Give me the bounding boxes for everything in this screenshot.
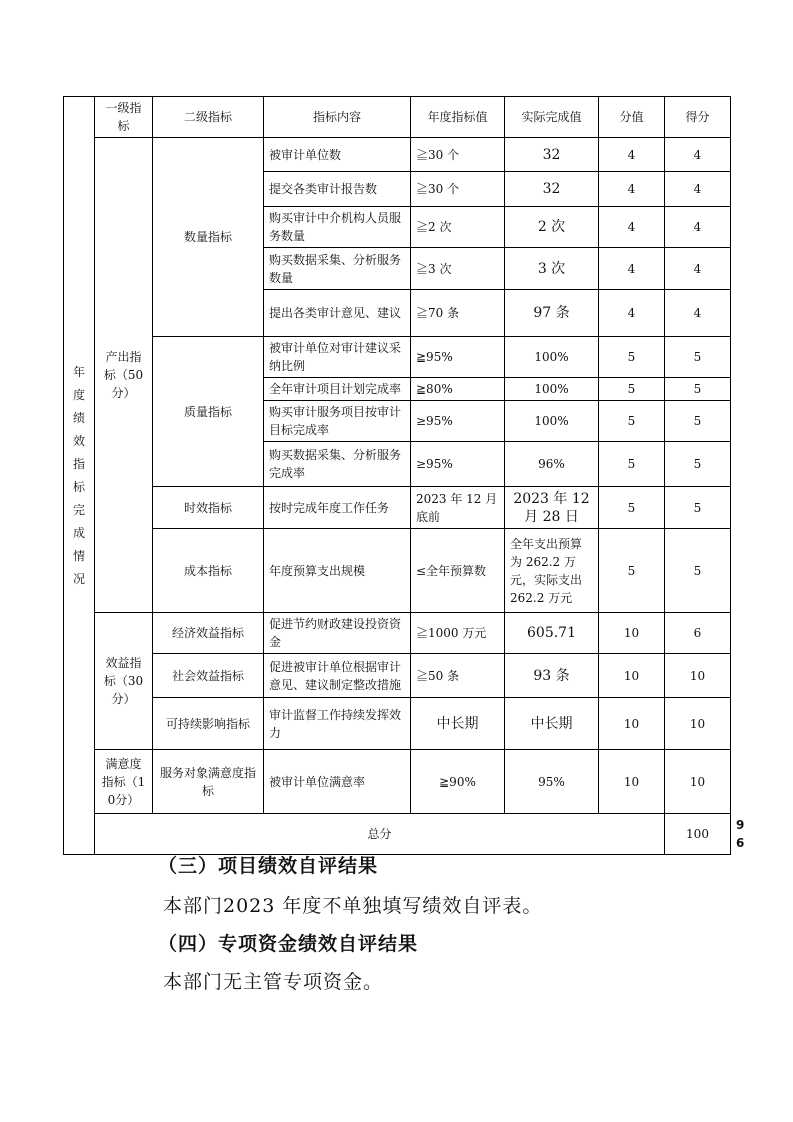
row-target: ≤全年预算数 bbox=[411, 529, 505, 613]
row-content: 购买审计服务项目按审计目标完成率 bbox=[264, 401, 411, 442]
sub-social: 社会效益指标 bbox=[153, 654, 264, 698]
sub-quantity: 数量指标 bbox=[153, 138, 264, 337]
row-target: 中长期 bbox=[411, 698, 505, 750]
header-got: 得分 bbox=[665, 97, 731, 138]
row-target: ≧30 个 bbox=[411, 138, 505, 172]
section-paragraph-4: 本部门无主管专项资金。 bbox=[163, 971, 384, 993]
row-score: 10 bbox=[599, 654, 665, 698]
row-actual: 100% bbox=[505, 401, 599, 442]
row-score: 5 bbox=[599, 337, 665, 378]
row-content: 年度预算支出规模 bbox=[264, 529, 411, 613]
row-score: 5 bbox=[599, 401, 665, 442]
section-paragraph-3: 本部门2023 年度不单独填写绩效自评表。 bbox=[163, 895, 543, 917]
row-actual: 32 bbox=[505, 138, 599, 172]
row-actual: 2 次 bbox=[505, 207, 599, 248]
row-got: 5 bbox=[665, 442, 731, 487]
row-actual: 97 条 bbox=[505, 290, 599, 337]
row-score: 4 bbox=[599, 138, 665, 172]
row-actual: 32 bbox=[505, 172, 599, 207]
row-score: 10 bbox=[599, 750, 665, 814]
row-target: ≧50 条 bbox=[411, 654, 505, 698]
row-actual: 96% bbox=[505, 442, 599, 487]
row-target: ≥95% bbox=[411, 401, 505, 442]
row-got: 10 bbox=[665, 750, 731, 814]
row-got: 10 bbox=[665, 698, 731, 750]
row-actual: 100% bbox=[505, 378, 599, 401]
row-score: 4 bbox=[599, 207, 665, 248]
row-actual: 605.71 bbox=[505, 613, 599, 654]
side-title: 年度绩效指标完成情况 bbox=[64, 97, 95, 855]
row-got: 4 bbox=[665, 172, 731, 207]
sub-timeliness: 时效指标 bbox=[153, 487, 264, 529]
row-score: 5 bbox=[599, 529, 665, 613]
total-label: 总分 bbox=[95, 814, 665, 855]
row-actual: 93 条 bbox=[505, 654, 599, 698]
header-level1: 一级指标 bbox=[95, 97, 153, 138]
row-score: 4 bbox=[599, 172, 665, 207]
row-target: ≧80% bbox=[411, 378, 505, 401]
group-output: 产出指标（50分） bbox=[95, 138, 153, 613]
row-actual: 95% bbox=[505, 750, 599, 814]
row-score: 10 bbox=[599, 698, 665, 750]
row-got: 5 bbox=[665, 378, 731, 401]
row-got: 5 bbox=[665, 529, 731, 613]
header-target: 年度指标值 bbox=[411, 97, 505, 138]
row-target: ≧3 次 bbox=[411, 248, 505, 290]
row-content: 购买数据采集、分析服务完成率 bbox=[264, 442, 411, 487]
row-content: 提交各类审计报告数 bbox=[264, 172, 411, 207]
section-heading-4: （四）专项资金绩效自评结果 bbox=[158, 933, 419, 955]
sub-sustain: 可持续影响指标 bbox=[153, 698, 264, 750]
row-target: ≧30 个 bbox=[411, 172, 505, 207]
row-got: 4 bbox=[665, 207, 731, 248]
header-actual: 实际完成值 bbox=[505, 97, 599, 138]
row-target: ≥95% bbox=[411, 442, 505, 487]
row-got: 6 bbox=[665, 613, 731, 654]
group-satisfaction: 满意度指标（10分） bbox=[95, 750, 153, 814]
performance-table: 年度绩效指标完成情况 一级指标 二级指标 指标内容 年度指标值 实际完成值 分值 得分 产出指标（50分） 数量指标 被审计单位数 ≧30 个 32 4 4 提交各类审计报告数 ≧30 个 32 4 4 购买审计中介机构人员服务数量 ≧2 次 2 次 4 4 购买数据采集、分析服务数量 ≧3 次 3 次 4 4 提出各类审计意见、建议 ≧70 条 97 条 4 4 质量指标 被审计单位对审计建议采纳比例 ≧95% 100% 5 5 全年审计项目计划完成率 ≧80% 100% 5 5 购买审计服务项目按审计目标完成率 ≥95% 100% 5 5 购买数据采集、分析服务完成率 ≥95% 96% 5 5 时效指标 按时完成年度工作任务 2023 年 12 月底前 2023 年 12 月 28 日 5 5 成本指标 年度预算支出规模 ≤全年预算数 全年支出预算为 262.2 万元，实际支出 262.2 万元 5 5 效益指标（30分） 经济效益指标 促进节约财政建设投资资金 ≧1000 万元 605.71 10 6 社会效益指标 促进被审计单位根据审计意见、建议制定整改措施 ≧50 条 93 条 10 10 可持续影响指标 审计监督工作持续发挥效力 中长期 中长期 10 10 满意度指标（10分） 服务对象满意度指标 被审计单位满意率 ≧90% 95% 10 10 总分 100 96 bbox=[63, 96, 731, 855]
header-score: 分值 bbox=[599, 97, 665, 138]
row-content: 购买数据采集、分析服务数量 bbox=[264, 248, 411, 290]
row-content: 被审计单位满意率 bbox=[264, 750, 411, 814]
sub-cost: 成本指标 bbox=[153, 529, 264, 613]
row-got: 4 bbox=[665, 248, 731, 290]
row-target: ≧70 条 bbox=[411, 290, 505, 337]
row-score: 4 bbox=[599, 290, 665, 337]
row-score: 10 bbox=[599, 613, 665, 654]
row-target: 2023 年 12 月底前 bbox=[411, 487, 505, 529]
row-target: ≧2 次 bbox=[411, 207, 505, 248]
header-content: 指标内容 bbox=[264, 97, 411, 138]
row-got: 5 bbox=[665, 401, 731, 442]
row-actual: 中长期 bbox=[505, 698, 599, 750]
row-content: 按时完成年度工作任务 bbox=[264, 487, 411, 529]
row-content: 审计监督工作持续发挥效力 bbox=[264, 698, 411, 750]
row-content: 购买审计中介机构人员服务数量 bbox=[264, 207, 411, 248]
row-score: 5 bbox=[599, 442, 665, 487]
row-got: 5 bbox=[665, 337, 731, 378]
row-content: 提出各类审计意见、建议 bbox=[264, 290, 411, 337]
row-actual: 3 次 bbox=[505, 248, 599, 290]
row-content: 促进节约财政建设投资资金 bbox=[264, 613, 411, 654]
sub-economic: 经济效益指标 bbox=[153, 613, 264, 654]
row-content: 被审计单位数 bbox=[264, 138, 411, 172]
row-content: 被审计单位对审计建议采纳比例 bbox=[264, 337, 411, 378]
row-target: ≧1000 万元 bbox=[411, 613, 505, 654]
row-score: 5 bbox=[599, 378, 665, 401]
section-heading-3: （三）项目绩效自评结果 bbox=[158, 855, 379, 877]
row-content: 促进被审计单位根据审计意见、建议制定整改措施 bbox=[264, 654, 411, 698]
row-actual: 2023 年 12 月 28 日 bbox=[505, 487, 599, 529]
row-target: ≧95% bbox=[411, 337, 505, 378]
row-got: 4 bbox=[665, 290, 731, 337]
row-score: 4 bbox=[599, 248, 665, 290]
group-benefit: 效益指标（30分） bbox=[95, 613, 153, 750]
row-got: 4 bbox=[665, 138, 731, 172]
total-score: 100 bbox=[665, 814, 731, 855]
row-score: 5 bbox=[599, 487, 665, 529]
row-content: 全年审计项目计划完成率 bbox=[264, 378, 411, 401]
row-actual: 全年支出预算为 262.2 万元，实际支出 262.2 万元 bbox=[505, 529, 599, 613]
row-actual: 100% bbox=[505, 337, 599, 378]
header-level2: 二级指标 bbox=[153, 97, 264, 138]
sub-quality: 质量指标 bbox=[153, 337, 264, 487]
row-got: 5 bbox=[665, 487, 731, 529]
row-target: ≧90% bbox=[411, 750, 505, 814]
row-got: 10 bbox=[665, 654, 731, 698]
sub-service: 服务对象满意度指标 bbox=[153, 750, 264, 814]
